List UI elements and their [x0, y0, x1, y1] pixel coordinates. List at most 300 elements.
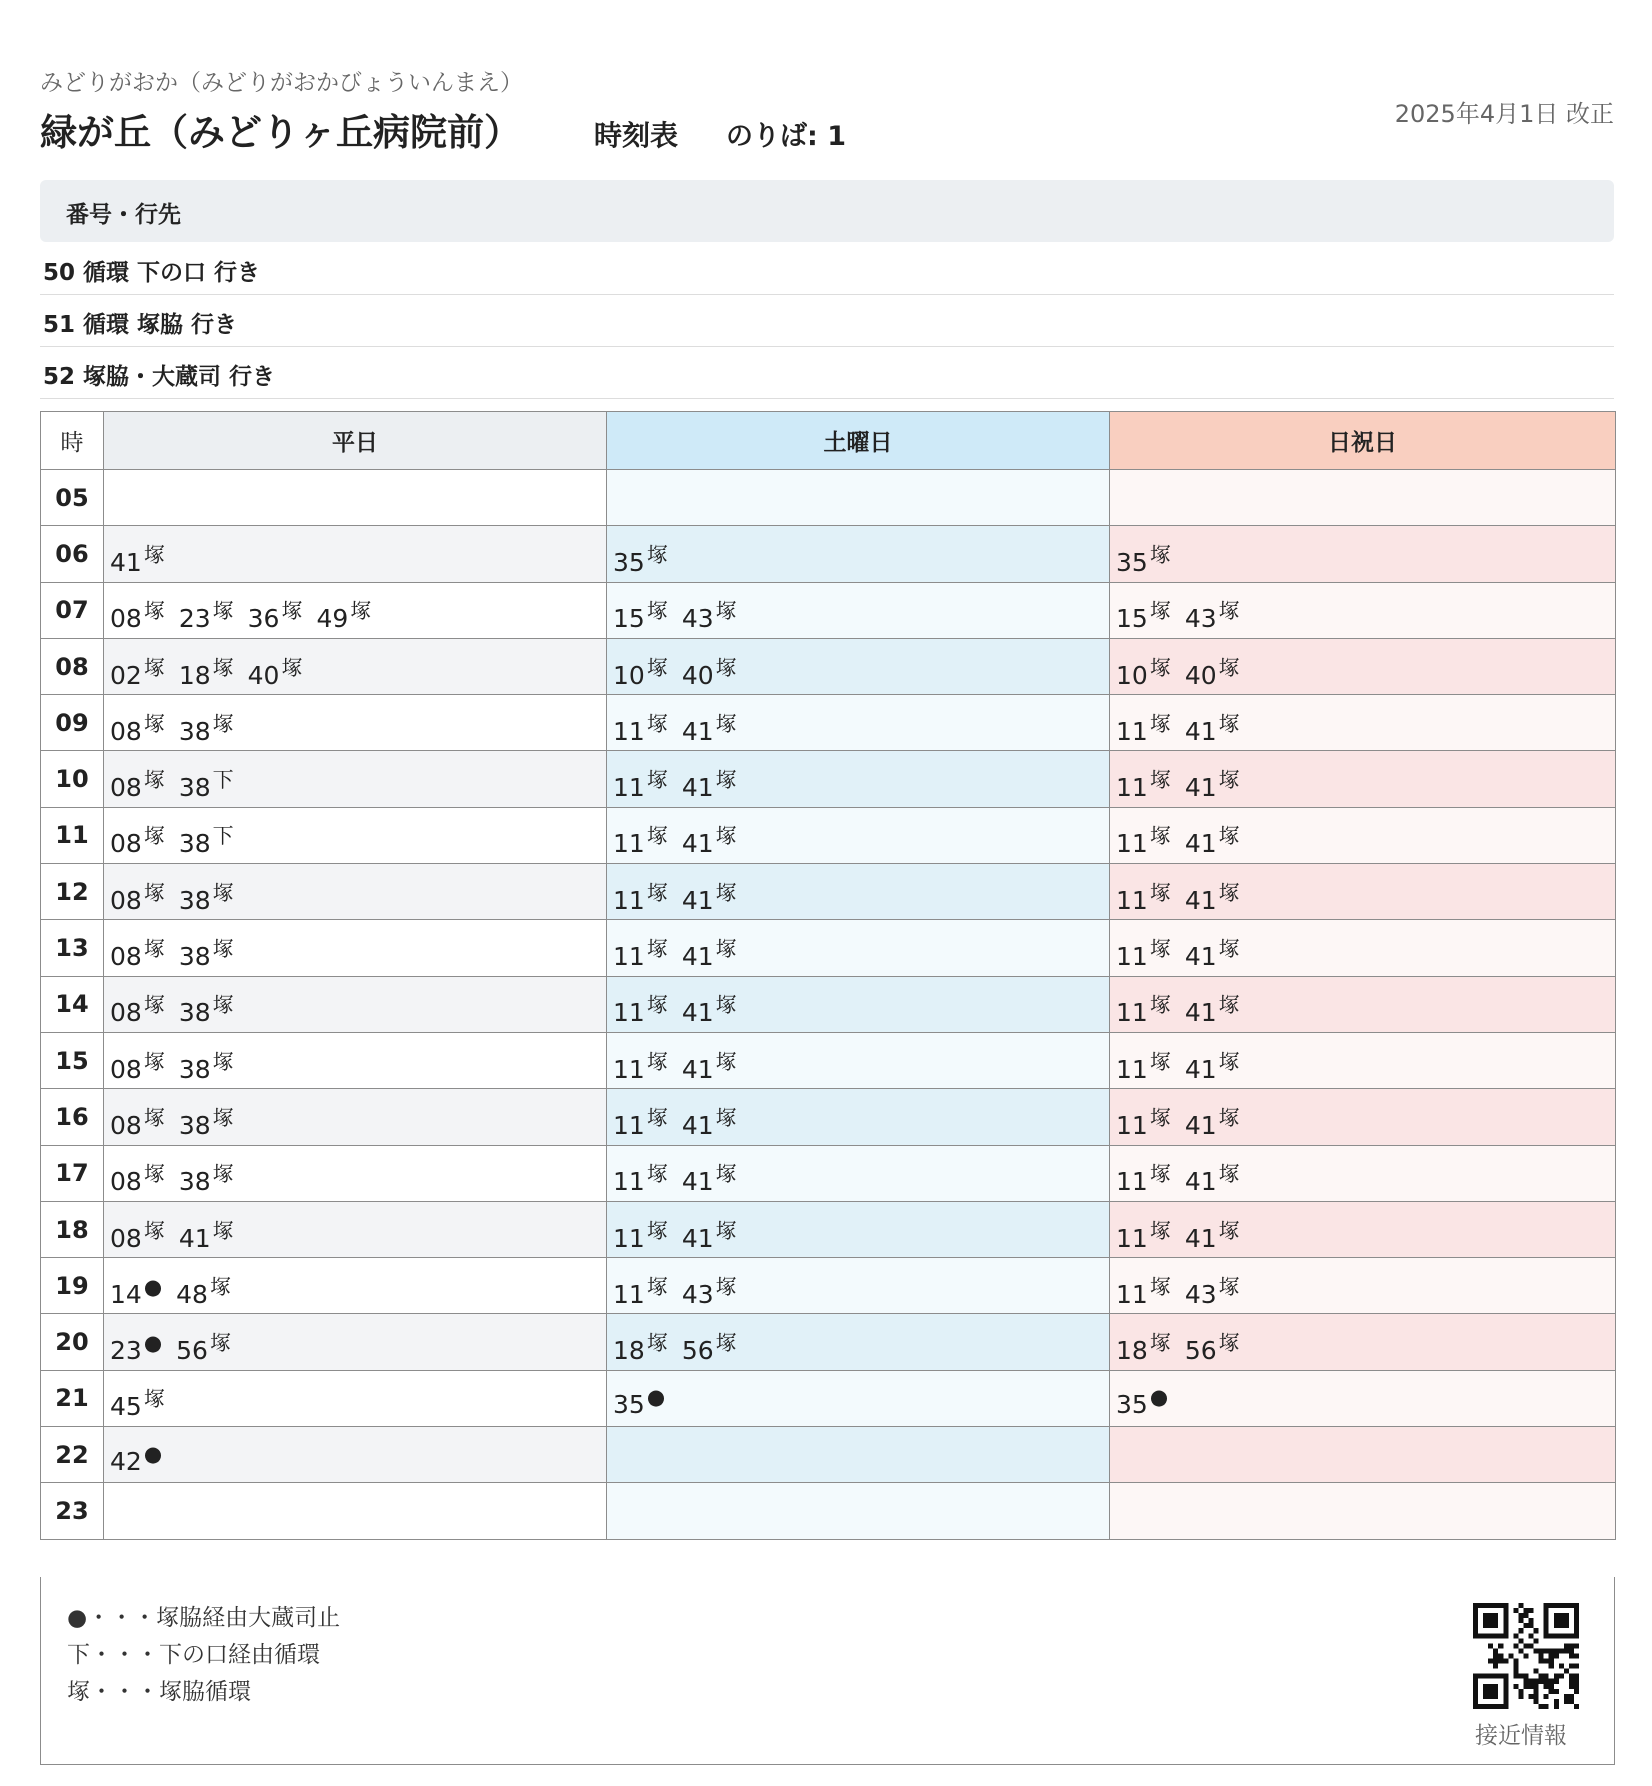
- weekday-cell: [104, 751, 607, 807]
- departure-time: [1185, 1102, 1240, 1140]
- holiday-cell: [1110, 1258, 1616, 1314]
- timetable-header-row: [41, 412, 1616, 470]
- departure-minute: 15: [1116, 604, 1148, 634]
- departure-time: [682, 652, 737, 690]
- departure-time: [179, 1102, 234, 1140]
- route-mark: ●: [143, 1274, 163, 1299]
- departure-minute: 11: [613, 1110, 645, 1140]
- hour-cell: 17: [41, 1145, 104, 1201]
- departure-time: [613, 1158, 668, 1196]
- departure-minute: 11: [1116, 1167, 1148, 1197]
- departure-minute: 41: [681, 1054, 714, 1084]
- route-item: [40, 294, 1614, 347]
- saturday-cell: [607, 864, 1110, 920]
- departure-minute: 11: [613, 885, 645, 915]
- hour-cell: 06: [41, 526, 104, 582]
- departure-minute: 11: [613, 773, 645, 803]
- hour-cell: 07: [41, 582, 104, 638]
- route-mark: ●: [143, 1441, 163, 1466]
- departure-minute: 18: [178, 660, 211, 690]
- departure-minute: 41: [681, 998, 714, 1028]
- holiday-cell: [1110, 920, 1616, 976]
- route-mark: 塚: [1149, 1218, 1171, 1243]
- departure-minute: 08: [110, 998, 142, 1028]
- weekday-cell: [104, 1314, 607, 1370]
- departure-minute: 08: [110, 1054, 142, 1084]
- saturday-cell: [607, 1201, 1110, 1257]
- departure-minute: 41: [681, 942, 714, 972]
- saturday-cell: [607, 920, 1110, 976]
- weekday-cell: [104, 1145, 607, 1201]
- route-mark: 塚: [715, 655, 737, 680]
- departure-time: [110, 708, 165, 746]
- departure-minute: 38: [178, 829, 211, 859]
- route-mark: 塚: [143, 711, 165, 736]
- departure-time: [1116, 652, 1171, 690]
- route-mark: 塚: [281, 599, 303, 624]
- route-mark: 塚: [646, 1274, 668, 1299]
- departure-time: [110, 595, 165, 633]
- departure-time: [682, 1271, 737, 1309]
- route-mark: 塚: [715, 937, 737, 962]
- departure-minute: 41: [1184, 998, 1217, 1028]
- hour-cell: 23: [41, 1483, 104, 1539]
- departure-time: [179, 764, 234, 802]
- departure-time: [682, 820, 737, 858]
- route-mark: 塚: [1149, 542, 1171, 567]
- departure-minute: 08: [110, 716, 142, 746]
- departure-time: [1185, 1327, 1240, 1365]
- departure-minute: 43: [1184, 604, 1217, 634]
- departure-minute: 08: [110, 1110, 142, 1140]
- route-mark: 塚: [1218, 655, 1240, 680]
- route-mark: 塚: [1149, 1105, 1171, 1130]
- route-mark: 塚: [212, 993, 234, 1018]
- departure-minute: 38: [178, 942, 211, 972]
- departure-time: [110, 1331, 162, 1365]
- route-mark: 塚: [143, 1387, 165, 1412]
- departure-time: [110, 1046, 165, 1084]
- timetable-row: [41, 976, 1616, 1032]
- departure-time: [613, 764, 668, 802]
- departure-time: [110, 1215, 165, 1253]
- departure-time: [1185, 1158, 1240, 1196]
- departure-time: [613, 1327, 668, 1365]
- hour-cell: 18: [41, 1201, 104, 1257]
- saturday-cell: [607, 1089, 1110, 1145]
- departure-minute: 10: [613, 660, 645, 690]
- departure-minute: 43: [681, 1279, 714, 1309]
- departure-time: [682, 1158, 737, 1196]
- route-mark: 塚: [1149, 1049, 1171, 1074]
- departure-time: [1116, 764, 1171, 802]
- departure-time: [1185, 877, 1240, 915]
- departure-minute: 38: [178, 773, 211, 803]
- departure-time: [682, 989, 737, 1027]
- departure-minute: 41: [1184, 1167, 1217, 1197]
- timetable-row: [41, 695, 1616, 751]
- departure-time: [1185, 708, 1240, 746]
- column-header-saturday: 土曜日: [607, 412, 1110, 470]
- route-mark: 下: [212, 768, 234, 793]
- departure-time: [613, 933, 668, 971]
- departure-minute: 45: [110, 1392, 142, 1422]
- hour-cell: 21: [41, 1370, 104, 1426]
- departure-minute: 41: [681, 716, 714, 746]
- departure-minute: 23: [110, 1336, 142, 1366]
- departure-time: [248, 595, 303, 633]
- departure-minute: 11: [1116, 885, 1148, 915]
- departure-time: [179, 708, 234, 746]
- departure-minute: 08: [110, 885, 142, 915]
- holiday-cell: [1110, 1201, 1616, 1257]
- route-mark: 塚: [350, 599, 372, 624]
- holiday-cell: [1110, 638, 1616, 694]
- route-mark: 下: [212, 824, 234, 849]
- departure-minute: 08: [110, 942, 142, 972]
- departure-time: [1116, 989, 1171, 1027]
- route-mark: 塚: [646, 1331, 668, 1356]
- departure-time: [110, 989, 165, 1027]
- saturday-cell: [607, 1145, 1110, 1201]
- route-mark: ●: [143, 1331, 163, 1356]
- departure-minute: 11: [1116, 1223, 1148, 1253]
- departure-time: [613, 1271, 668, 1309]
- route-mark: 塚: [1149, 993, 1171, 1018]
- departure-minute: 11: [613, 1279, 645, 1309]
- departure-minute: 35: [613, 547, 645, 577]
- column-header-weekday: 平日: [104, 412, 607, 470]
- hour-cell: 14: [41, 976, 104, 1032]
- departure-time: [682, 877, 737, 915]
- route-mark: 塚: [715, 1218, 737, 1243]
- route-mark: 塚: [1218, 1331, 1240, 1356]
- route-mark: 塚: [1218, 993, 1240, 1018]
- departure-minute: 11: [613, 716, 645, 746]
- departure-time: [110, 764, 165, 802]
- departure-time: [613, 708, 668, 746]
- route-mark: 塚: [143, 542, 165, 567]
- route-mark: 塚: [212, 1218, 234, 1243]
- departure-minute: 41: [681, 1167, 714, 1197]
- departure-time: [613, 1102, 668, 1140]
- departure-time: [1185, 820, 1240, 858]
- departure-time: [682, 1046, 737, 1084]
- route-mark: 塚: [1218, 937, 1240, 962]
- route-mark: 塚: [143, 1105, 165, 1130]
- departure-minute: 11: [1116, 1054, 1148, 1084]
- qr-code-label: 接近情報: [1475, 1723, 1567, 1749]
- departure-minute: 18: [1116, 1336, 1148, 1366]
- departure-time: [1185, 764, 1240, 802]
- departure-minute: 41: [1184, 773, 1217, 803]
- departure-minute: 11: [1116, 773, 1148, 803]
- holiday-cell: [1110, 695, 1616, 751]
- route-mark: 塚: [1218, 711, 1240, 736]
- column-header-hour: 時: [41, 412, 104, 470]
- timetable-row: [41, 1427, 1616, 1483]
- route-mark: 塚: [212, 937, 234, 962]
- route-mark: 塚: [715, 1274, 737, 1299]
- weekday-cell: [104, 1370, 607, 1426]
- weekday-cell: [104, 864, 607, 920]
- route-mark: 塚: [212, 655, 234, 680]
- route-mark: 塚: [1149, 655, 1171, 680]
- route-item: [40, 242, 1614, 295]
- hour-cell: 19: [41, 1258, 104, 1314]
- departure-time: [613, 1046, 668, 1084]
- departure-time: [682, 1327, 737, 1365]
- route-mark: 塚: [715, 599, 737, 624]
- departure-time: [110, 539, 165, 577]
- route-mark: 塚: [1149, 1162, 1171, 1187]
- route-mark: 塚: [646, 655, 668, 680]
- route-mark: 塚: [646, 599, 668, 624]
- route-mark: 塚: [212, 1049, 234, 1074]
- hour-cell: 16: [41, 1089, 104, 1145]
- departure-time: [179, 595, 234, 633]
- departure-minute: 08: [110, 1223, 142, 1253]
- departure-time: [613, 539, 668, 577]
- route-mark: 塚: [715, 711, 737, 736]
- departure-minute: 11: [1116, 942, 1148, 972]
- route-mark: 塚: [143, 937, 165, 962]
- departure-minute: 41: [681, 829, 714, 859]
- saturday-cell: [607, 695, 1110, 751]
- departure-minute: 10: [1116, 660, 1148, 690]
- departure-time: [110, 1383, 165, 1421]
- timetable-row: [41, 920, 1616, 976]
- weekday-cell: [104, 1427, 607, 1483]
- holiday-cell: [1110, 1089, 1616, 1145]
- departure-minute: 36: [247, 604, 280, 634]
- departure-time: [1116, 539, 1171, 577]
- departure-minute: 41: [681, 773, 714, 803]
- route-mark: 塚: [212, 1105, 234, 1130]
- departure-time: [110, 1275, 162, 1309]
- route-mark: 塚: [1218, 1105, 1240, 1130]
- route-mark: 塚: [715, 993, 737, 1018]
- departure-time: [110, 1442, 162, 1476]
- holiday-cell: [1110, 470, 1616, 526]
- departure-time: [682, 1102, 737, 1140]
- route-mark: 塚: [143, 655, 165, 680]
- departure-minute: 35: [613, 1390, 645, 1420]
- departure-time: [110, 1158, 165, 1196]
- route-mark: 塚: [646, 993, 668, 1018]
- weekday-cell: [104, 638, 607, 694]
- departure-time: [613, 877, 668, 915]
- weekday-cell: [104, 976, 607, 1032]
- route-mark: 塚: [1149, 768, 1171, 793]
- stop-name: 緑が丘（みどりヶ丘病院前）: [40, 111, 521, 154]
- timetable-row: [41, 470, 1616, 526]
- departure-time: [682, 933, 737, 971]
- departure-time: [1116, 1102, 1171, 1140]
- timetable-row: [41, 1483, 1616, 1539]
- route-mark: 塚: [1149, 599, 1171, 624]
- holiday-cell: [1110, 807, 1616, 863]
- timetable-row: [41, 1258, 1616, 1314]
- departure-minute: 38: [178, 716, 211, 746]
- hour-cell: 08: [41, 638, 104, 694]
- departure-minute: 11: [613, 829, 645, 859]
- route-mark: 塚: [1149, 711, 1171, 736]
- route-mark: 塚: [209, 1274, 231, 1299]
- saturday-cell: [607, 1427, 1110, 1483]
- route-mark: 塚: [143, 993, 165, 1018]
- holiday-cell: [1110, 1370, 1616, 1426]
- departure-minute: 56: [681, 1336, 714, 1366]
- departure-minute: 35: [1116, 1390, 1148, 1420]
- departure-time: [613, 1215, 668, 1253]
- departure-time: [110, 652, 165, 690]
- holiday-cell: [1110, 1314, 1616, 1370]
- route-mark: 塚: [1218, 599, 1240, 624]
- departure-minute: 41: [1184, 716, 1217, 746]
- route-mark: 塚: [212, 1162, 234, 1187]
- departure-time: [179, 1215, 234, 1253]
- departure-time: [682, 764, 737, 802]
- saturday-cell: [607, 526, 1110, 582]
- holiday-cell: [1110, 526, 1616, 582]
- departure-time: [613, 820, 668, 858]
- route-mark: 塚: [1218, 1162, 1240, 1187]
- departure-minute: 43: [1184, 1279, 1217, 1309]
- departure-time: [1185, 1215, 1240, 1253]
- holiday-cell: [1110, 864, 1616, 920]
- weekday-cell: [104, 1089, 607, 1145]
- departure-time: [1116, 1271, 1171, 1309]
- route-mark: 塚: [212, 880, 234, 905]
- route-item: [40, 346, 1614, 399]
- hour-cell: 12: [41, 864, 104, 920]
- departure-time: [1116, 1046, 1171, 1084]
- route-mark: 塚: [143, 1049, 165, 1074]
- departure-minute: 08: [110, 773, 142, 803]
- weekday-cell: [104, 582, 607, 638]
- route-mark: 塚: [646, 1105, 668, 1130]
- holiday-cell: [1110, 1032, 1616, 1088]
- departure-time: [110, 933, 165, 971]
- departure-time: [176, 1271, 231, 1309]
- departure-minute: 08: [110, 829, 142, 859]
- route-mark: 塚: [281, 655, 303, 680]
- legend-item: ●・・・塚脇経由大蔵司止: [67, 1605, 341, 1631]
- departure-minute: 43: [681, 604, 714, 634]
- departure-minute: 48: [176, 1279, 208, 1309]
- departure-minute: 40: [1184, 660, 1217, 690]
- saturday-cell: [607, 1032, 1110, 1088]
- departure-time: [179, 877, 234, 915]
- route-mark: 塚: [646, 1049, 668, 1074]
- route-mark: 塚: [646, 824, 668, 849]
- departure-minute: 41: [681, 1110, 714, 1140]
- departure-time: [176, 1327, 231, 1365]
- platform-number: のりば: 1: [726, 121, 846, 152]
- route-mark: 塚: [1149, 1274, 1171, 1299]
- departure-minute: 08: [110, 604, 142, 634]
- departure-time: [110, 1102, 165, 1140]
- departure-time: [682, 595, 737, 633]
- weekday-cell: [104, 470, 607, 526]
- revision-date: 2025年4月1日 改正: [1394, 100, 1614, 128]
- departure-time: [179, 1158, 234, 1196]
- route-mark: 塚: [209, 1331, 231, 1356]
- route-mark: 塚: [715, 768, 737, 793]
- weekday-cell: [104, 1201, 607, 1257]
- hour-cell: 22: [41, 1427, 104, 1483]
- route-mark: 塚: [143, 880, 165, 905]
- departure-time: [248, 652, 303, 690]
- legend: [40, 1577, 1615, 1765]
- route-list-header-label: 番号・行先: [66, 202, 181, 228]
- departure-time: [1116, 708, 1171, 746]
- route-mark: 塚: [1218, 1049, 1240, 1074]
- legend-item: 塚・・・塚脇循環: [67, 1679, 251, 1705]
- departure-time: [1185, 933, 1240, 971]
- saturday-cell: [607, 1314, 1110, 1370]
- departure-time: [1185, 1046, 1240, 1084]
- weekday-cell: [104, 920, 607, 976]
- departure-minute: 41: [1184, 1223, 1217, 1253]
- departure-time: [1185, 989, 1240, 1027]
- departure-time: [1116, 1385, 1168, 1419]
- route-mark: 塚: [212, 711, 234, 736]
- departure-time: [1185, 595, 1240, 633]
- timetable-row: [41, 1314, 1616, 1370]
- holiday-cell: [1110, 582, 1616, 638]
- saturday-cell: [607, 1370, 1110, 1426]
- route-mark: 塚: [646, 1218, 668, 1243]
- departure-minute: 40: [681, 660, 714, 690]
- departure-minute: 11: [1116, 998, 1148, 1028]
- qr-code-icon[interactable]: [1473, 1603, 1579, 1709]
- departure-minute: 41: [178, 1223, 211, 1253]
- stop-name-kana: みどりがおか（みどりがおかびょういんまえ）: [40, 70, 523, 96]
- timetable-row: [41, 582, 1616, 638]
- route-mark: 塚: [646, 768, 668, 793]
- weekday-cell: [104, 695, 607, 751]
- departure-minute: 41: [681, 885, 714, 915]
- route-mark: 塚: [646, 880, 668, 905]
- departure-minute: 40: [247, 660, 280, 690]
- route-mark: 塚: [646, 711, 668, 736]
- timetable: [40, 411, 1616, 1540]
- route-mark: 塚: [143, 824, 165, 849]
- departure-minute: 41: [1184, 942, 1217, 972]
- route-mark: 塚: [646, 937, 668, 962]
- route-mark: ●: [646, 1385, 666, 1410]
- saturday-cell: [607, 751, 1110, 807]
- route-mark: 塚: [1149, 880, 1171, 905]
- departure-time: [1185, 652, 1240, 690]
- departure-minute: 18: [613, 1336, 645, 1366]
- departure-time: [179, 652, 234, 690]
- departure-minute: 41: [1184, 1054, 1217, 1084]
- departure-minute: 23: [178, 604, 211, 634]
- hour-cell: 13: [41, 920, 104, 976]
- route-mark: 塚: [143, 768, 165, 793]
- route-mark: 塚: [715, 1331, 737, 1356]
- weekday-cell: [104, 526, 607, 582]
- route-item-label: 52 塚脇・大蔵司 行き: [43, 364, 276, 390]
- route-list-header: [40, 180, 1614, 242]
- departure-minute: 38: [178, 1054, 211, 1084]
- legend-item: 下・・・下の口経由循環: [67, 1642, 320, 1668]
- route-mark: 塚: [715, 880, 737, 905]
- route-mark: 塚: [212, 599, 234, 624]
